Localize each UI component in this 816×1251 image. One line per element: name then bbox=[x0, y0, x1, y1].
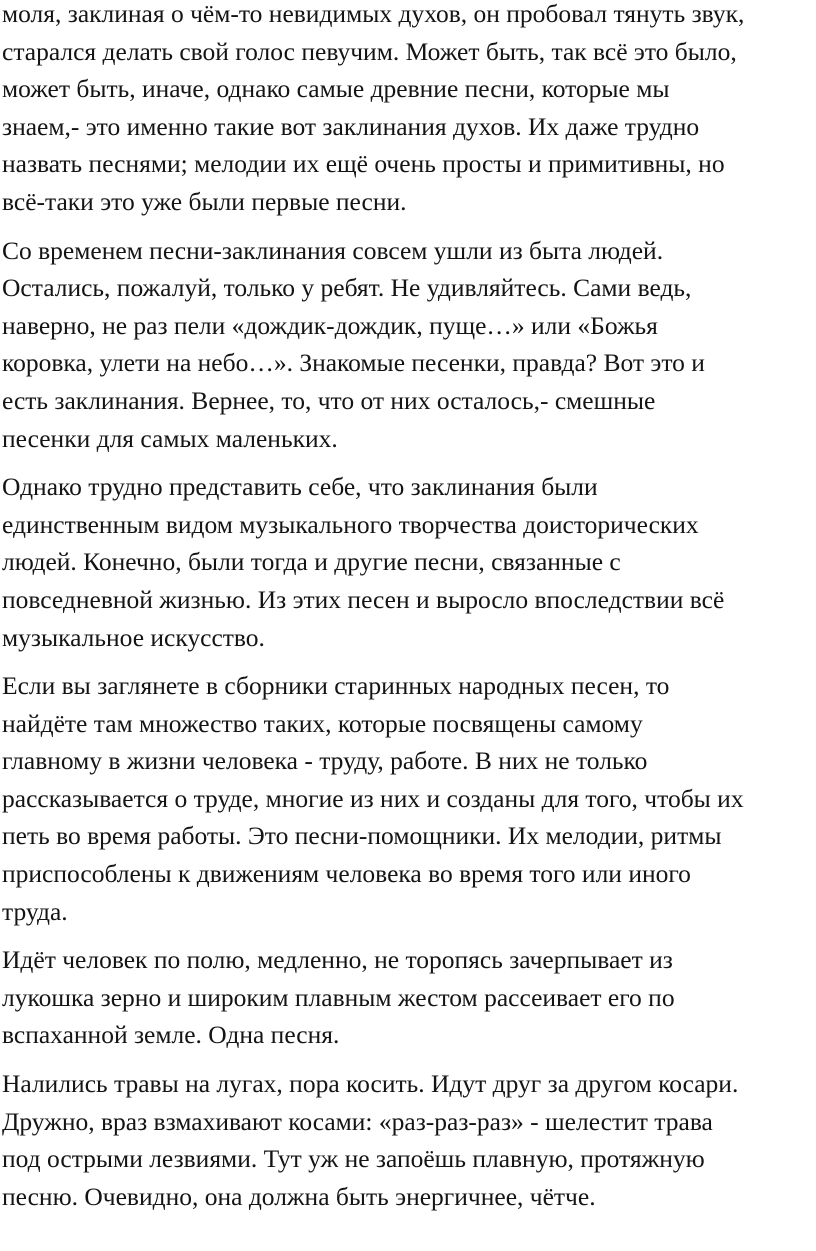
text-line: главному в жизни человека - труду, работе. В них не только bbox=[2, 746, 648, 776]
text-line: лукошка зерно и широким плавным жестом рассеивает его по bbox=[2, 982, 675, 1012]
text-line: коровка, улети на небо…». Знакомые песенки, правда? Вот это и bbox=[2, 348, 705, 378]
text-line: есть заклинания. Вернее, то, что от них осталось,- смешные bbox=[2, 385, 656, 415]
text-line: найдёте там множество таких, которые посвящены самому bbox=[2, 708, 643, 738]
text-line: единственным видом музыкального творчества доисторических bbox=[2, 509, 699, 539]
text-line: Однако трудно представить себе, что заклинания были bbox=[2, 472, 598, 502]
text-line: труда. bbox=[2, 896, 68, 926]
text-line: петь во время работы. Это песни-помощники. Их мелодии, ритмы bbox=[2, 821, 722, 851]
text-line: может быть, иначе, однако самые древние песни, которые мы bbox=[2, 74, 670, 104]
text-line: назвать песнями; мелодии их ещё очень просты и примитивны, но bbox=[2, 149, 725, 179]
text-line: моля, заклиная о чём-то невидимых духов, он пробовал тянуть звук, bbox=[2, 0, 745, 28]
paragraph-5 bbox=[2, 941, 814, 1054]
text-line: наверно, не раз пели «дождик-дождик, пуще…» или «Божья bbox=[2, 310, 658, 340]
text-line: людей. Конечно, были тогда и другие песни, связанные с bbox=[2, 547, 621, 577]
text-line: повседневной жизнью. Из этих песен и выросло впоследствии всё bbox=[2, 584, 725, 614]
text-line: приспособлены к движениям человека во время того или иного bbox=[2, 859, 691, 889]
text-line: Со временем песни-заклинания совсем ушли из быта людей. bbox=[2, 235, 664, 265]
text-line: песенки для самых маленьких. bbox=[2, 423, 338, 453]
text-line: знаем,- это именно такие вот заклинания духов. Их даже трудно bbox=[2, 111, 700, 141]
text-line: музыкальное искусство. bbox=[2, 622, 265, 652]
paragraph-6 bbox=[2, 1065, 814, 1215]
paragraph-4 bbox=[2, 667, 814, 930]
text-line: всё-таки это уже были первые песни. bbox=[2, 186, 407, 216]
text-line: Налились травы на лугах, пора косить. Идут друг за другом косари. bbox=[2, 1069, 739, 1099]
text-line: рассказывается о труде, многие из них и созданы для того, чтобы их bbox=[2, 783, 744, 813]
text-line: вспаханной земле. Одна песня. bbox=[2, 1020, 340, 1050]
text-line: старался делать свой голос певучим. Может быть, так всё это было, bbox=[2, 36, 737, 66]
text-line: Дружно, враз взмахивают косами: «раз-раз-раз» - шелестит трава bbox=[2, 1106, 713, 1136]
text-line: песню. Очевидно, она должна быть энергичнее, чётче. bbox=[2, 1181, 596, 1211]
text-line: Остались, пожалуй, только у ребят. Не удивляйтесь. Сами ведь, bbox=[2, 273, 692, 303]
text-line: Если вы заглянете в сборники старинных народных песен, то bbox=[2, 671, 670, 701]
paragraph-2 bbox=[2, 232, 814, 458]
text-line: Идёт человек по полю, медленно, не торопясь зачерпывает из bbox=[2, 945, 673, 975]
paragraph-1 bbox=[2, 0, 814, 221]
text-line: под острыми лезвиями. Тут уж не запоёшь плавную, протяжную bbox=[2, 1144, 705, 1174]
paragraph-3 bbox=[2, 468, 814, 656]
